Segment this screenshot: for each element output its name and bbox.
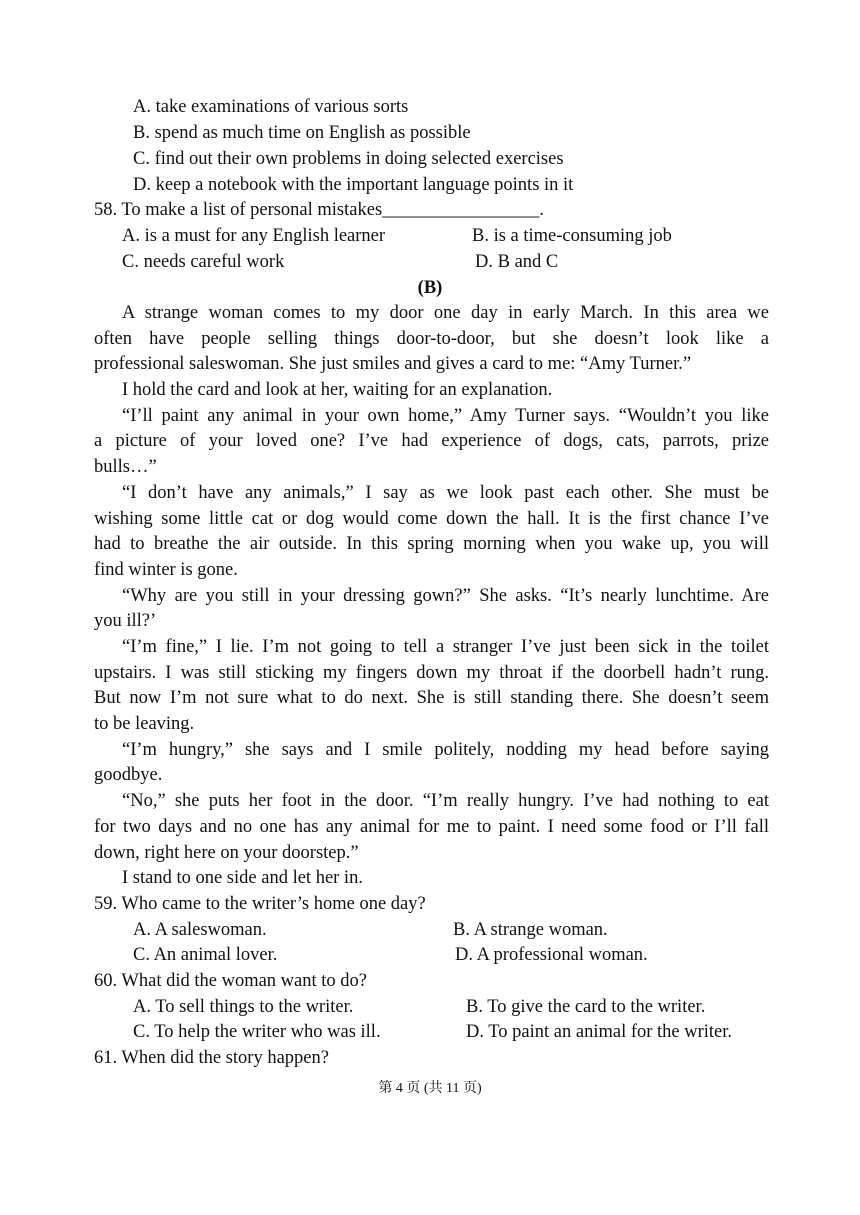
q60-option-d: D. To paint an animal for the writer. [466,1022,733,1042]
passage-line: you ill?’ [94,611,157,631]
q59-stem: 59. Who came to the writer’s home one day? [94,894,426,914]
passage-line: I hold the card and look at her, waiting for an explanation. [122,380,553,400]
q57-option-c: C. find out their own problems in doing selected exercises [133,149,564,169]
passage-line: “Why are you still in your dressing gown?” She asks. “It’s nearly lunchtime. Are [122,586,769,606]
q59-option-b: B. A strange woman. [453,920,608,940]
passage-line: wishing some little cat or dog would come down the hall. It is the first chance I’ve [94,509,769,529]
passage-line: upstairs. I was still sticking my fingers down my throat if the doorbell hadn’t rung. [94,663,769,683]
passage-line: “I’ll paint any animal in your own home,” Amy Turner says. “Wouldn’t you like [122,406,769,426]
passage-line: professional saleswoman. She just smiles and gives a card to me: “Amy Turner.” [94,354,692,374]
passage-line: for two days and no one has any animal for me to paint. I need some food or I’ll fall [94,817,769,837]
q59-option-a: A. A saleswoman. [133,920,267,940]
passage-line: a picture of your loved one? I’ve had experience of dogs, cats, parrots, prize [94,431,769,451]
q60-option-c: C. To help the writer who was ill. [133,1022,381,1042]
passage-line: But now I’m not sure what to do next. She is still standing there. She doesn’t seem [94,688,769,708]
q58-option-c: C. needs careful work [122,252,285,272]
page-number-footer: 第 4 页 (共 11 页) [378,1081,482,1096]
passage-line: “I don’t have any animals,” I say as we look past each other. She must be [122,483,769,503]
q57-option-d: D. keep a notebook with the important language points in it [133,175,574,195]
passage-line: to be leaving. [94,714,195,734]
q58-option-a: A. is a must for any English learner [122,226,386,246]
passage-line: “I’m hungry,” she says and I smile politely, nodding my head before saying [122,740,769,760]
passage-line: often have people selling things door-to-door, but she doesn’t look like a [94,329,769,349]
section-heading: (B) [417,278,443,298]
q60-option-a: A. To sell things to the writer. [133,997,354,1017]
q61-stem: 61. When did the story happen? [94,1048,329,1068]
passage-line: had to breathe the air outside. In this spring morning when you wake up, you will [94,534,769,554]
q58-stem: 58. To make a list of personal mistakes_________________. [94,200,545,220]
passage-line: “I’m fine,” I lie. I’m not going to tell a stranger I’ve just been sick in the toilet [122,637,769,657]
passage-line: A strange woman comes to my door one day in early March. In this area we [122,303,769,323]
q57-option-b: B. spend as much time on English as possible [133,123,471,143]
passage-line: find winter is gone. [94,560,238,580]
q60-option-b: B. To give the card to the writer. [466,997,706,1017]
q60-stem: 60. What did the woman want to do? [94,971,367,991]
q59-option-c: C. An animal lover. [133,945,278,965]
passage-line: down, right here on your doorstep.” [94,843,359,863]
passage-line: I stand to one side and let her in. [122,868,363,888]
q59-option-d: D. A professional woman. [455,945,648,965]
passage-line: goodbye. [94,765,163,785]
passage-line: “No,” she puts her foot in the door. “I’m really hungry. I’ve had nothing to eat [122,791,769,811]
q57-option-a: A. take examinations of various sorts [133,97,409,117]
q58-option-b: B. is a time-consuming job [472,226,672,246]
q58-option-d: D. B and C [475,252,559,272]
passage-line: bulls…” [94,457,157,477]
